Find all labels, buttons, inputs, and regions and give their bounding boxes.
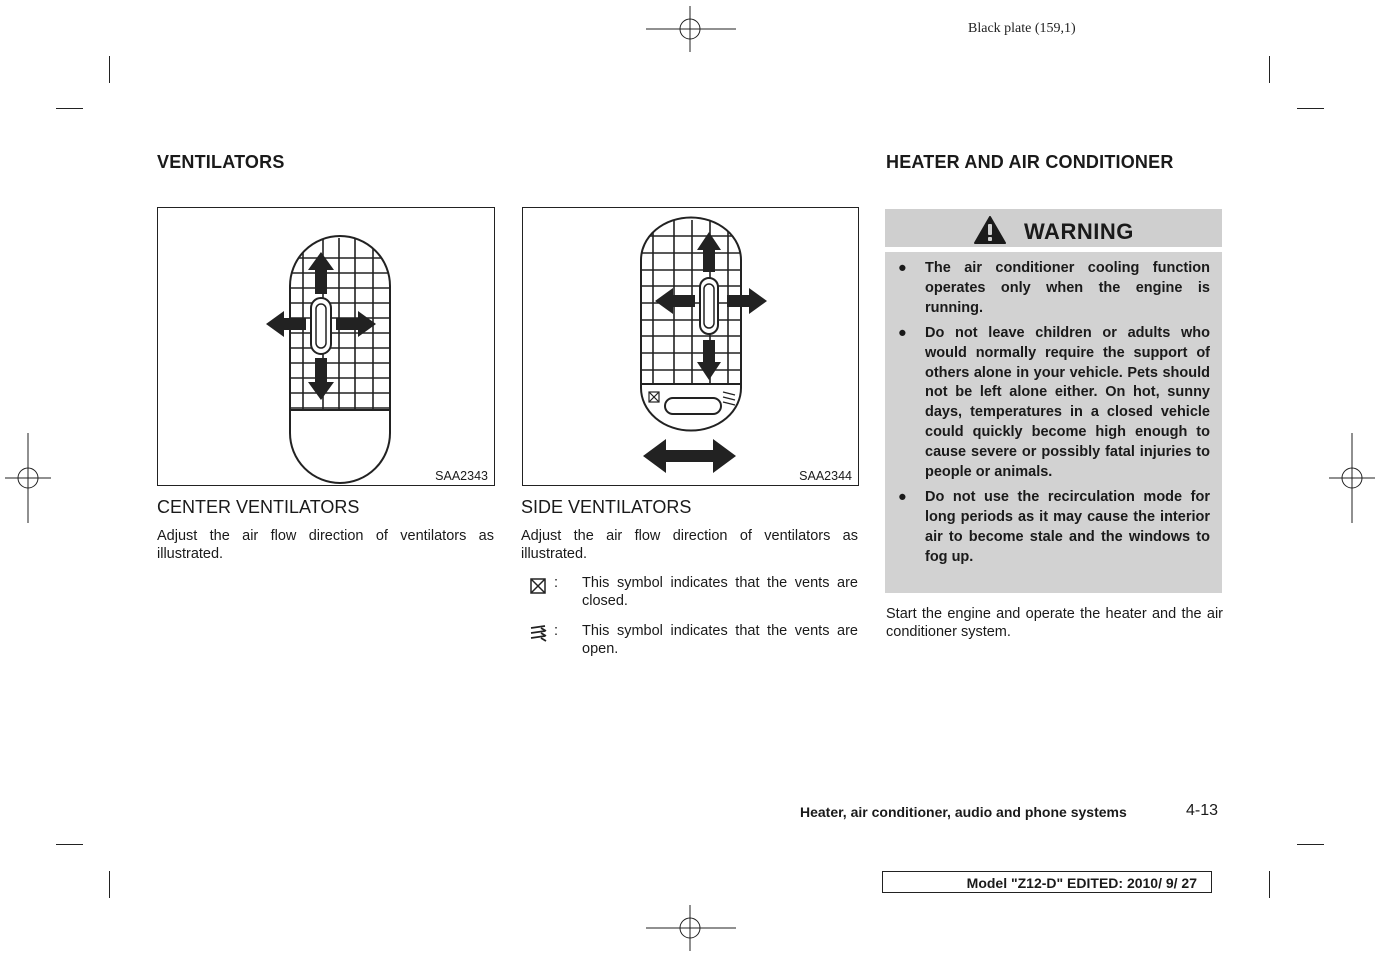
vent-closed-colon: : xyxy=(554,575,559,591)
warning-item xyxy=(896,259,1210,319)
vent-open-text: This symbol indicates that the vents are open. xyxy=(582,623,858,657)
figure-code-saa2344: SAA2344 xyxy=(799,469,852,483)
side-ventilators-subheading: SIDE VENTILATORS xyxy=(521,497,692,517)
heater-ac-heading: HEATER AND AIR CONDITIONER xyxy=(886,152,1174,172)
warning-item-text: The air conditioner cooling function operates only when the engine is running. xyxy=(925,260,1210,316)
ventilators-heading: VENTILATORS xyxy=(157,152,285,172)
vent-closed-row xyxy=(528,574,858,614)
vent-open-colon: : xyxy=(554,623,559,639)
bullet-icon: ● xyxy=(898,324,907,341)
center-ventilators-subheading: CENTER VENTILATORS xyxy=(157,497,360,517)
heater-ac-text: Start the engine and operate the heater and the air conditioner system. xyxy=(886,606,1223,640)
center-ventilator-figure xyxy=(157,207,495,486)
bullet-icon: ● xyxy=(898,488,907,505)
warning-triangle-icon xyxy=(974,216,1006,244)
side-ventilator-figure xyxy=(522,207,859,486)
warning-item-text: Do not use the recirculation mode for long periods as it may cause the interior air to become stale and the windows to fog up. xyxy=(925,488,1210,565)
vent-closed-icon xyxy=(529,577,547,595)
warning-item-text: Do not leave children or adults who would normally require the support of others alone in your vehicle. Pets should not be left alone either. On hot, sunny days, temperatures in a closed vehicle could quickly become high enough to cause severe or possibly fatal injuries to people or animals. xyxy=(925,324,1210,481)
registration-mark-top xyxy=(646,6,736,52)
vent-open-icon xyxy=(528,623,550,643)
warning-list xyxy=(896,259,1210,573)
registration-mark-right xyxy=(1329,433,1375,523)
figure-code-saa2343: SAA2343 xyxy=(435,469,488,483)
bullet-icon: ● xyxy=(898,260,907,276)
vent-closed-text: This symbol indicates that the vents are closed. xyxy=(582,575,858,609)
registration-mark-left xyxy=(5,433,51,523)
warning-item xyxy=(896,324,1210,483)
page-number: 4-13 xyxy=(1186,802,1219,819)
plate-label: Black plate (159,1) xyxy=(968,21,1076,36)
registration-mark-bottom xyxy=(646,905,736,951)
side-ventilator-illustration xyxy=(523,208,858,485)
warning-item xyxy=(896,488,1210,568)
vent-open-row xyxy=(528,622,858,662)
side-ventilators-text: Adjust the air flow direction of ventilators as illustrated. xyxy=(521,528,858,562)
center-ventilators-text: Adjust the air flow direction of ventilators as illustrated. xyxy=(157,528,494,562)
center-ventilator-illustration xyxy=(158,208,494,485)
footer-section-title: Heater, air conditioner, audio and phone systems xyxy=(800,804,1127,820)
model-info-box: Model "Z12-D" EDITED: 2010/ 9/ 27 xyxy=(882,871,1212,893)
warning-title: WARNING xyxy=(1024,219,1134,244)
